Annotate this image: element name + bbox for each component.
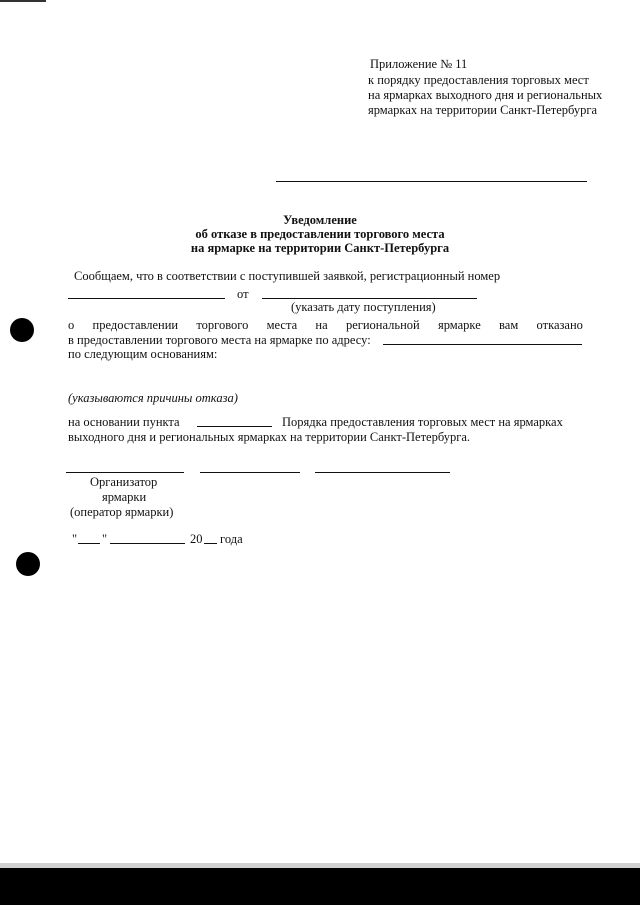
grounds-line: по следующим основаниям:: [68, 347, 218, 361]
appendix-line-4: ярмарках на территории Санкт-Петербурга: [368, 103, 598, 117]
year-prefix: 20: [190, 532, 203, 546]
org-name-line: [66, 472, 184, 473]
basis-point-line: [197, 426, 272, 427]
recipient-line: [276, 181, 587, 182]
signature-line: [200, 472, 300, 473]
punch-hole: [16, 552, 40, 576]
org-label-1: Организатор: [90, 475, 158, 489]
refusal-word: места: [266, 318, 298, 332]
org-label-2: ярмарки: [102, 490, 147, 504]
doc-title: Уведомление: [283, 213, 357, 227]
basis-start: на основании пункта: [68, 415, 180, 429]
signature-decoding-line: [315, 472, 450, 473]
refusal-word: вам: [499, 318, 519, 332]
refusal-word: торгового: [196, 318, 249, 332]
date-quote-close: ": [102, 532, 108, 546]
address-line-text: в предоставлении торгового места на ярмарке по адресу:: [68, 333, 371, 347]
refusal-word: региональной: [345, 318, 420, 332]
basis-line-2: выходного дня и региональных ярмарках на территории Санкт-Петербурга.: [68, 430, 471, 444]
refusal-word: отказано: [536, 318, 583, 332]
doc-subtitle-2: на ярмарке на территории Санкт-Петербурга: [190, 241, 450, 255]
appendix-line-3: на ярмарках выходного дня и региональных: [368, 88, 603, 102]
scan-bottom-edge: [0, 868, 640, 905]
reasons-hint: (указываются причины отказа): [68, 391, 238, 405]
year-line: [204, 543, 217, 544]
appendix-number: Приложение № 11: [370, 57, 468, 71]
appendix-line-2: к порядку предоставления торговых мест: [368, 73, 589, 87]
reg-number-line: [68, 298, 225, 299]
org-label-3: (оператор ярмарки): [70, 505, 174, 519]
from-word: от: [237, 287, 249, 301]
refusal-line: [68, 317, 583, 333]
refusal-word: ярмарке: [438, 318, 481, 332]
refusal-word: предоставлении: [92, 318, 179, 332]
year-suffix: года: [220, 532, 243, 546]
refusal-word: о: [68, 318, 75, 332]
basis-middle: [282, 414, 583, 430]
basis-middle-text: Порядка предоставления торговых мест на ярмарках: [282, 415, 563, 429]
intro-text: Сообщаем, что в соответствии с поступившей заявкой, регистрационный номер: [74, 269, 501, 283]
month-line: [110, 543, 185, 544]
address-line: [383, 344, 582, 345]
refusal-word: на: [315, 318, 328, 332]
date-hint: (указать дату поступления): [291, 300, 436, 314]
day-line: [78, 543, 100, 544]
scan-corner-mark: [0, 0, 46, 2]
doc-subtitle-1: об отказе в предоставлении торгового места: [195, 227, 445, 241]
date-quote-open: ": [72, 532, 78, 546]
punch-hole: [10, 318, 34, 342]
